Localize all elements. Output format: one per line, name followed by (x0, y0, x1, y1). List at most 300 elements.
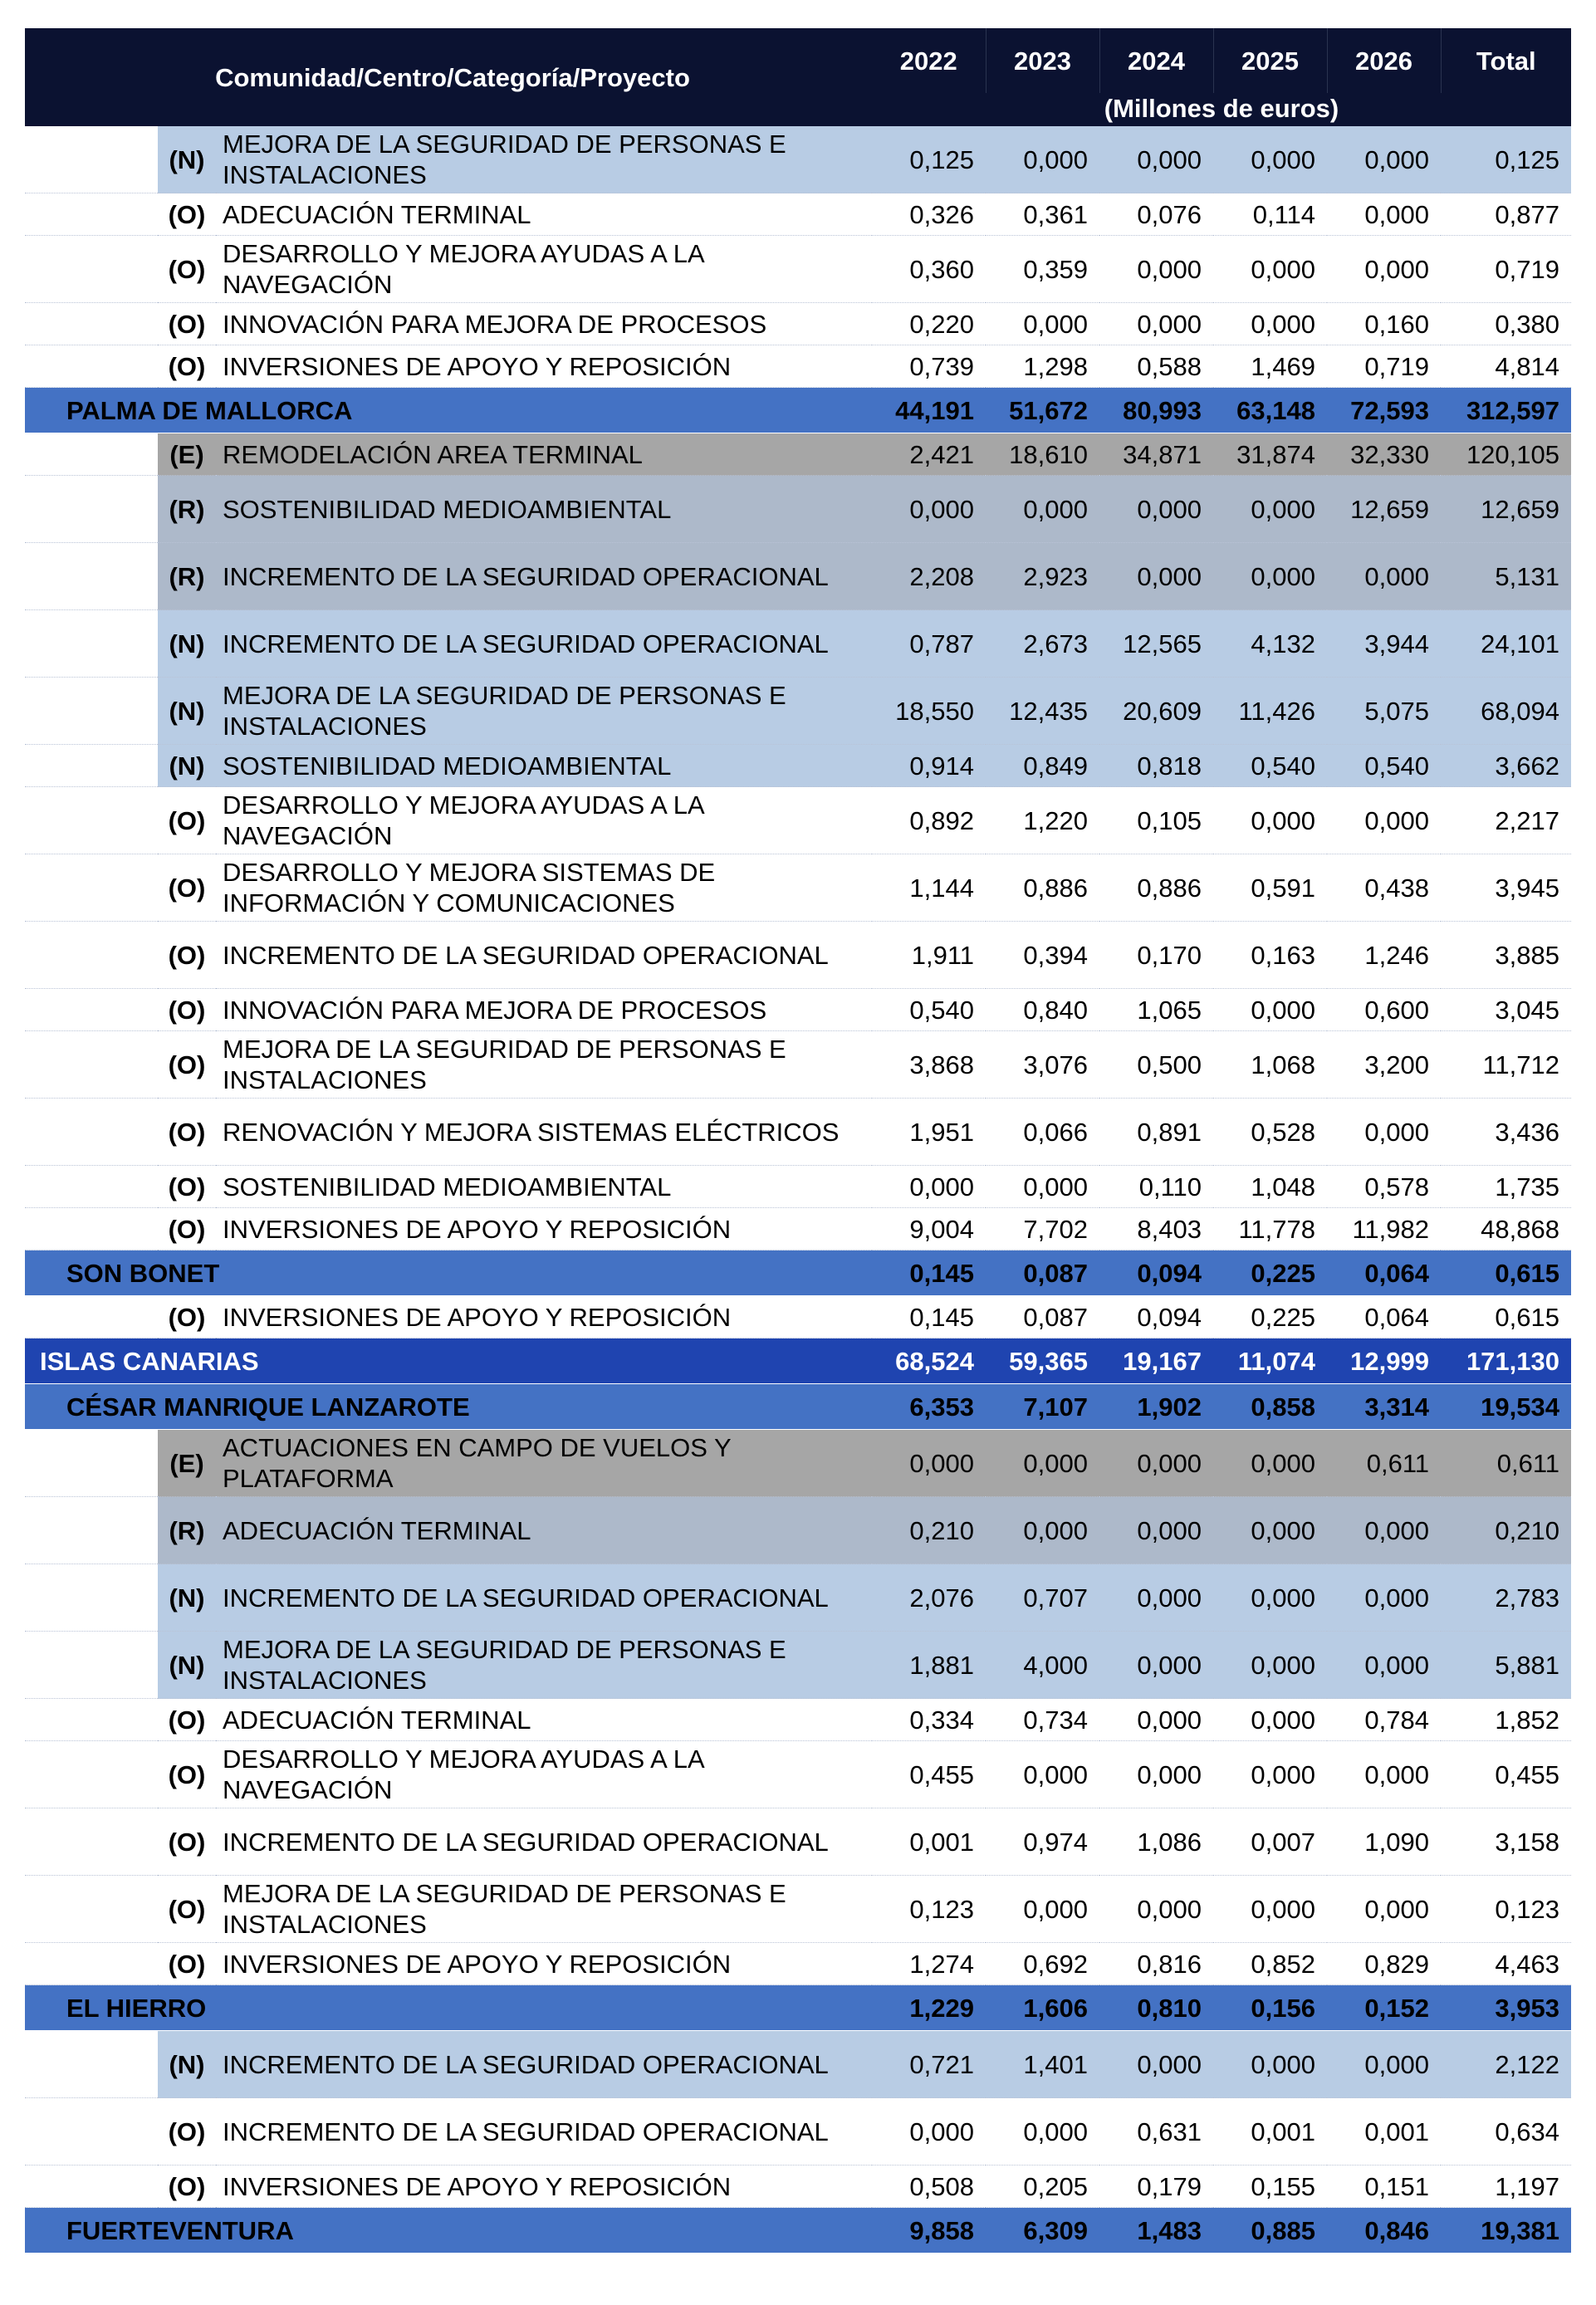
value-2023: 0,000 (986, 476, 1099, 543)
header-units: (Millones de euros) (872, 93, 1571, 126)
value-2022: 0,326 (872, 193, 986, 236)
center-name: SON BONET (25, 1250, 872, 1296)
value-2022: 3,868 (872, 1031, 986, 1099)
row-indent (25, 678, 158, 745)
value-2024: 1,065 (1099, 989, 1213, 1031)
project-row (25, 787, 1571, 854)
value-2024: 0,000 (1099, 1699, 1213, 1741)
value-total: 4,463 (1441, 1943, 1571, 1985)
region-row (25, 1338, 1571, 1384)
value-2023: 0,087 (986, 1250, 1099, 1296)
project-name: SOSTENIBILIDAD MEDIOAMBIENTAL (216, 476, 872, 543)
project-row (25, 433, 1571, 476)
value-2024: 0,000 (1099, 1632, 1213, 1699)
center-name: CÉSAR MANRIQUE LANZAROTE (25, 1384, 872, 1430)
category-code: (O) (158, 1296, 216, 1338)
value-2023: 12,435 (986, 678, 1099, 745)
value-2022: 0,000 (872, 476, 986, 543)
project-name: MEJORA DE LA SEGURIDAD DE PERSONAS E INSTALACIONES (216, 1632, 872, 1699)
value-2025: 11,778 (1213, 1208, 1327, 1250)
value-2025: 0,591 (1213, 854, 1327, 922)
value-2022: 0,914 (872, 745, 986, 787)
value-total: 12,659 (1441, 476, 1571, 543)
project-row (25, 193, 1571, 236)
value-2023: 0,000 (986, 1741, 1099, 1808)
value-2022: 0,508 (872, 2166, 986, 2208)
value-2022: 44,191 (872, 388, 986, 433)
value-2024: 0,000 (1099, 543, 1213, 610)
center-row (25, 1250, 1571, 1296)
value-2024: 0,094 (1099, 1296, 1213, 1338)
value-2023: 0,000 (986, 2098, 1099, 2166)
value-total: 48,868 (1441, 1208, 1571, 1250)
value-2026: 0,000 (1327, 1564, 1441, 1632)
value-total: 0,123 (1441, 1876, 1571, 1943)
value-2025: 0,852 (1213, 1943, 1327, 1985)
value-2026: 5,075 (1327, 678, 1441, 745)
value-2022: 0,123 (872, 1876, 986, 1943)
value-2025: 0,001 (1213, 2098, 1327, 2166)
row-indent (25, 476, 158, 543)
row-indent (25, 745, 158, 787)
value-2024: 0,886 (1099, 854, 1213, 922)
value-2024: 0,818 (1099, 745, 1213, 787)
value-2023: 0,361 (986, 193, 1099, 236)
project-row (25, 1031, 1571, 1099)
value-2024: 0,500 (1099, 1031, 1213, 1099)
project-name: INVERSIONES DE APOYO Y REPOSICIÓN (216, 2166, 872, 2208)
value-total: 120,105 (1441, 433, 1571, 476)
value-2025: 0,000 (1213, 543, 1327, 610)
value-2025: 11,426 (1213, 678, 1327, 745)
value-2026: 3,314 (1327, 1384, 1441, 1430)
value-2025: 0,156 (1213, 1985, 1327, 2031)
category-code: (O) (158, 1031, 216, 1099)
value-2023: 2,923 (986, 543, 1099, 610)
value-2023: 7,702 (986, 1208, 1099, 1250)
value-2023: 0,000 (986, 1430, 1099, 1497)
row-indent (25, 610, 158, 678)
value-total: 0,210 (1441, 1497, 1571, 1564)
category-code: (R) (158, 476, 216, 543)
category-code: (O) (158, 1699, 216, 1741)
row-indent (25, 1166, 158, 1208)
project-row (25, 2031, 1571, 2098)
value-2023: 0,000 (986, 1166, 1099, 1208)
project-row (25, 303, 1571, 345)
value-2025: 0,225 (1213, 1296, 1327, 1338)
row-indent (25, 543, 158, 610)
value-total: 11,712 (1441, 1031, 1571, 1099)
value-2025: 0,000 (1213, 476, 1327, 543)
category-code: (E) (158, 433, 216, 476)
row-indent (25, 236, 158, 303)
value-2026: 0,000 (1327, 1497, 1441, 1564)
value-2022: 0,000 (872, 2098, 986, 2166)
category-code: (N) (158, 745, 216, 787)
value-2022: 1,144 (872, 854, 986, 922)
value-2026: 3,944 (1327, 610, 1441, 678)
value-2025: 0,114 (1213, 193, 1327, 236)
region-name: ISLAS CANARIAS (25, 1338, 872, 1384)
category-code: (N) (158, 610, 216, 678)
project-name: ACTUACIONES EN CAMPO DE VUELOS Y PLATAFORMA (216, 1430, 872, 1497)
value-2026: 0,064 (1327, 1296, 1441, 1338)
value-total: 0,877 (1441, 193, 1571, 236)
center-row (25, 1985, 1571, 2031)
value-2025: 0,163 (1213, 922, 1327, 989)
value-2024: 0,094 (1099, 1250, 1213, 1296)
category-code: (N) (158, 1632, 216, 1699)
table-body (25, 126, 1571, 2254)
value-2022: 0,721 (872, 2031, 986, 2098)
value-2024: 0,000 (1099, 476, 1213, 543)
category-code: (O) (158, 2166, 216, 2208)
value-total: 312,597 (1441, 388, 1571, 433)
value-2024: 20,609 (1099, 678, 1213, 745)
row-indent (25, 1699, 158, 1741)
value-2023: 2,673 (986, 610, 1099, 678)
row-indent (25, 126, 158, 193)
category-code: (O) (158, 854, 216, 922)
value-total: 0,380 (1441, 303, 1571, 345)
project-row (25, 1099, 1571, 1166)
header-year-2023: 2023 (986, 28, 1099, 93)
project-name: RENOVACIÓN Y MEJORA SISTEMAS ELÉCTRICOS (216, 1099, 872, 1166)
project-row (25, 1699, 1571, 1741)
value-2025: 0,225 (1213, 1250, 1327, 1296)
value-2025: 0,000 (1213, 1741, 1327, 1808)
project-name: INCREMENTO DE LA SEGURIDAD OPERACIONAL (216, 1564, 872, 1632)
value-2025: 0,000 (1213, 1876, 1327, 1943)
project-name: INVERSIONES DE APOYO Y REPOSICIÓN (216, 345, 872, 388)
value-2024: 19,167 (1099, 1338, 1213, 1384)
project-row (25, 1741, 1571, 1808)
value-2025: 0,000 (1213, 1564, 1327, 1632)
category-code: (O) (158, 1808, 216, 1876)
project-row (25, 678, 1571, 745)
header-year-2022: 2022 (872, 28, 986, 93)
value-2023: 1,606 (986, 1985, 1099, 2031)
value-2025: 0,000 (1213, 236, 1327, 303)
category-code: (E) (158, 1430, 216, 1497)
category-code: (O) (158, 345, 216, 388)
value-2023: 0,394 (986, 922, 1099, 989)
value-2026: 0,064 (1327, 1250, 1441, 1296)
project-name: INVERSIONES DE APOYO Y REPOSICIÓN (216, 1296, 872, 1338)
value-2022: 1,274 (872, 1943, 986, 1985)
value-2025: 0,000 (1213, 989, 1327, 1031)
value-2026: 0,000 (1327, 1099, 1441, 1166)
value-2026: 0,578 (1327, 1166, 1441, 1208)
row-indent (25, 787, 158, 854)
value-2026: 72,593 (1327, 388, 1441, 433)
value-2024: 0,105 (1099, 787, 1213, 854)
header-year-2024: 2024 (1099, 28, 1213, 93)
value-2025: 31,874 (1213, 433, 1327, 476)
value-total: 0,125 (1441, 126, 1571, 193)
table-header (25, 28, 1571, 126)
value-2022: 0,210 (872, 1497, 986, 1564)
value-2023: 0,359 (986, 236, 1099, 303)
header-year-2026: 2026 (1327, 28, 1441, 93)
value-2023: 0,000 (986, 126, 1099, 193)
value-2025: 0,000 (1213, 1430, 1327, 1497)
value-2022: 18,550 (872, 678, 986, 745)
value-2026: 0,000 (1327, 787, 1441, 854)
value-total: 0,719 (1441, 236, 1571, 303)
row-indent (25, 1296, 158, 1338)
project-name: INVERSIONES DE APOYO Y REPOSICIÓN (216, 1943, 872, 1985)
value-2024: 0,000 (1099, 236, 1213, 303)
value-2024: 0,000 (1099, 1876, 1213, 1943)
value-2022: 1,881 (872, 1632, 986, 1699)
row-indent (25, 1430, 158, 1497)
value-2023: 0,734 (986, 1699, 1099, 1741)
project-name: INCREMENTO DE LA SEGURIDAD OPERACIONAL (216, 543, 872, 610)
value-total: 2,783 (1441, 1564, 1571, 1632)
project-row (25, 1166, 1571, 1208)
value-2022: 0,739 (872, 345, 986, 388)
value-2026: 0,000 (1327, 1741, 1441, 1808)
value-2025: 4,132 (1213, 610, 1327, 678)
row-indent (25, 854, 158, 922)
category-code: (N) (158, 2031, 216, 2098)
category-code: (N) (158, 126, 216, 193)
value-2025: 0,000 (1213, 1632, 1327, 1699)
header-title: Comunidad/Centro/Categoría/Proyecto (25, 28, 872, 126)
project-row (25, 1430, 1571, 1497)
value-2024: 0,076 (1099, 193, 1213, 236)
category-code: (N) (158, 1564, 216, 1632)
project-name: MEJORA DE LA SEGURIDAD DE PERSONAS E INSTALACIONES (216, 1031, 872, 1099)
value-2022: 0,145 (872, 1250, 986, 1296)
category-code: (O) (158, 1208, 216, 1250)
row-indent (25, 1497, 158, 1564)
value-2023: 0,849 (986, 745, 1099, 787)
project-name: INNOVACIÓN PARA MEJORA DE PROCESOS (216, 303, 872, 345)
value-2023: 0,000 (986, 1876, 1099, 1943)
value-2026: 0,600 (1327, 989, 1441, 1031)
center-name: EL HIERRO (25, 1985, 872, 2031)
value-2026: 0,719 (1327, 345, 1441, 388)
value-2022: 0,334 (872, 1699, 986, 1741)
project-row (25, 345, 1571, 388)
value-total: 1,735 (1441, 1166, 1571, 1208)
row-indent (25, 193, 158, 236)
value-2024: 0,110 (1099, 1166, 1213, 1208)
category-code: (O) (158, 922, 216, 989)
project-row (25, 922, 1571, 989)
value-2022: 0,892 (872, 787, 986, 854)
project-row (25, 476, 1571, 543)
value-2024: 1,902 (1099, 1384, 1213, 1430)
row-indent (25, 303, 158, 345)
value-2024: 0,000 (1099, 1430, 1213, 1497)
value-2024: 0,000 (1099, 1564, 1213, 1632)
project-row (25, 745, 1571, 787)
value-2024: 0,000 (1099, 126, 1213, 193)
row-indent (25, 1031, 158, 1099)
value-2022: 0,000 (872, 1430, 986, 1497)
category-code: (O) (158, 1166, 216, 1208)
header-total: Total (1441, 28, 1571, 93)
project-name: ADECUACIÓN TERMINAL (216, 1497, 872, 1564)
value-total: 3,158 (1441, 1808, 1571, 1876)
project-name: SOSTENIBILIDAD MEDIOAMBIENTAL (216, 745, 872, 787)
header-year-2025: 2025 (1213, 28, 1327, 93)
category-code: (O) (158, 303, 216, 345)
value-2024: 1,483 (1099, 2208, 1213, 2254)
value-2025: 0,000 (1213, 1699, 1327, 1741)
category-code: (O) (158, 1099, 216, 1166)
value-2023: 3,076 (986, 1031, 1099, 1099)
investment-table (25, 28, 1571, 2254)
value-2022: 0,540 (872, 989, 986, 1031)
value-2026: 12,999 (1327, 1338, 1441, 1384)
value-2022: 1,229 (872, 1985, 986, 2031)
project-row (25, 1296, 1571, 1338)
value-total: 1,197 (1441, 2166, 1571, 2208)
value-2023: 0,000 (986, 1497, 1099, 1564)
value-2026: 0,611 (1327, 1430, 1441, 1497)
value-total: 0,615 (1441, 1296, 1571, 1338)
category-code: (O) (158, 1943, 216, 1985)
value-2025: 0,000 (1213, 2031, 1327, 2098)
value-2022: 0,145 (872, 1296, 986, 1338)
project-name: DESARROLLO Y MEJORA SISTEMAS DE INFORMACIÓN Y COMUNICACIONES (216, 854, 872, 922)
category-code: (O) (158, 2098, 216, 2166)
value-2022: 0,787 (872, 610, 986, 678)
center-row (25, 2208, 1571, 2254)
value-total: 2,217 (1441, 787, 1571, 854)
value-2022: 0,000 (872, 1166, 986, 1208)
project-row (25, 1497, 1571, 1564)
project-name: DESARROLLO Y MEJORA AYUDAS A LA NAVEGACIÓN (216, 236, 872, 303)
value-2026: 0,438 (1327, 854, 1441, 922)
value-2025: 0,858 (1213, 1384, 1327, 1430)
project-row (25, 1208, 1571, 1250)
row-indent (25, 1632, 158, 1699)
value-total: 0,455 (1441, 1741, 1571, 1808)
value-2022: 68,524 (872, 1338, 986, 1384)
value-2025: 0,000 (1213, 1497, 1327, 1564)
value-2023: 0,087 (986, 1296, 1099, 1338)
value-total: 171,130 (1441, 1338, 1571, 1384)
value-total: 3,045 (1441, 989, 1571, 1031)
investment-table-page (25, 28, 1571, 2254)
value-total: 2,122 (1441, 2031, 1571, 2098)
project-name: MEJORA DE LA SEGURIDAD DE PERSONAS E INSTALACIONES (216, 678, 872, 745)
value-2023: 59,365 (986, 1338, 1099, 1384)
value-2024: 0,000 (1099, 1741, 1213, 1808)
value-2025: 0,155 (1213, 2166, 1327, 2208)
value-2024: 12,565 (1099, 610, 1213, 678)
value-2024: 0,631 (1099, 2098, 1213, 2166)
category-code: (O) (158, 787, 216, 854)
value-2022: 2,421 (872, 433, 986, 476)
value-2026: 0,000 (1327, 2031, 1441, 2098)
row-indent (25, 1808, 158, 1876)
value-2022: 6,353 (872, 1384, 986, 1430)
project-name: INVERSIONES DE APOYO Y REPOSICIÓN (216, 1208, 872, 1250)
value-2024: 0,810 (1099, 1985, 1213, 2031)
value-2023: 0,692 (986, 1943, 1099, 1985)
value-total: 3,436 (1441, 1099, 1571, 1166)
value-2024: 0,000 (1099, 1497, 1213, 1564)
project-name: DESARROLLO Y MEJORA AYUDAS A LA NAVEGACIÓN (216, 787, 872, 854)
value-2026: 0,000 (1327, 126, 1441, 193)
project-row (25, 2098, 1571, 2166)
category-code: (O) (158, 193, 216, 236)
value-2025: 1,068 (1213, 1031, 1327, 1099)
row-indent (25, 2031, 158, 2098)
value-2025: 1,469 (1213, 345, 1327, 388)
value-2025: 1,048 (1213, 1166, 1327, 1208)
value-total: 0,615 (1441, 1250, 1571, 1296)
value-2026: 1,090 (1327, 1808, 1441, 1876)
value-2023: 51,672 (986, 388, 1099, 433)
value-2025: 0,007 (1213, 1808, 1327, 1876)
value-2022: 0,125 (872, 126, 986, 193)
category-code: (O) (158, 1876, 216, 1943)
value-2026: 11,982 (1327, 1208, 1441, 1250)
project-name: INCREMENTO DE LA SEGURIDAD OPERACIONAL (216, 922, 872, 989)
row-indent (25, 922, 158, 989)
value-2024: 0,000 (1099, 303, 1213, 345)
project-row (25, 1876, 1571, 1943)
value-total: 3,953 (1441, 1985, 1571, 2031)
project-row (25, 1808, 1571, 1876)
project-name: MEJORA DE LA SEGURIDAD DE PERSONAS E INSTALACIONES (216, 126, 872, 193)
value-2024: 0,816 (1099, 1943, 1213, 1985)
value-2026: 32,330 (1327, 433, 1441, 476)
value-2026: 0,000 (1327, 193, 1441, 236)
value-2023: 0,840 (986, 989, 1099, 1031)
value-2023: 0,707 (986, 1564, 1099, 1632)
value-2024: 0,170 (1099, 922, 1213, 989)
project-name: DESARROLLO Y MEJORA AYUDAS A LA NAVEGACIÓN (216, 1741, 872, 1808)
value-2022: 9,858 (872, 2208, 986, 2254)
value-2022: 0,360 (872, 236, 986, 303)
value-2025: 63,148 (1213, 388, 1327, 433)
center-name: PALMA DE MALLORCA (25, 388, 872, 433)
value-2026: 0,000 (1327, 236, 1441, 303)
value-2026: 0,151 (1327, 2166, 1441, 2208)
value-2023: 0,886 (986, 854, 1099, 922)
row-indent (25, 345, 158, 388)
value-2024: 80,993 (1099, 388, 1213, 433)
row-indent (25, 1741, 158, 1808)
value-2023: 4,000 (986, 1632, 1099, 1699)
value-2025: 0,000 (1213, 303, 1327, 345)
value-2022: 9,004 (872, 1208, 986, 1250)
value-2022: 2,208 (872, 543, 986, 610)
value-2026: 0,540 (1327, 745, 1441, 787)
row-indent (25, 1876, 158, 1943)
center-name: FUERTEVENTURA (25, 2208, 872, 2254)
value-2025: 0,000 (1213, 787, 1327, 854)
value-2026: 0,160 (1327, 303, 1441, 345)
project-name: SOSTENIBILIDAD MEDIOAMBIENTAL (216, 1166, 872, 1208)
row-indent (25, 1943, 158, 1985)
project-name: INCREMENTO DE LA SEGURIDAD OPERACIONAL (216, 2098, 872, 2166)
project-name: INCREMENTO DE LA SEGURIDAD OPERACIONAL (216, 610, 872, 678)
row-indent (25, 989, 158, 1031)
project-name: INNOVACIÓN PARA MEJORA DE PROCESOS (216, 989, 872, 1031)
value-2025: 0,540 (1213, 745, 1327, 787)
project-row (25, 2166, 1571, 2208)
